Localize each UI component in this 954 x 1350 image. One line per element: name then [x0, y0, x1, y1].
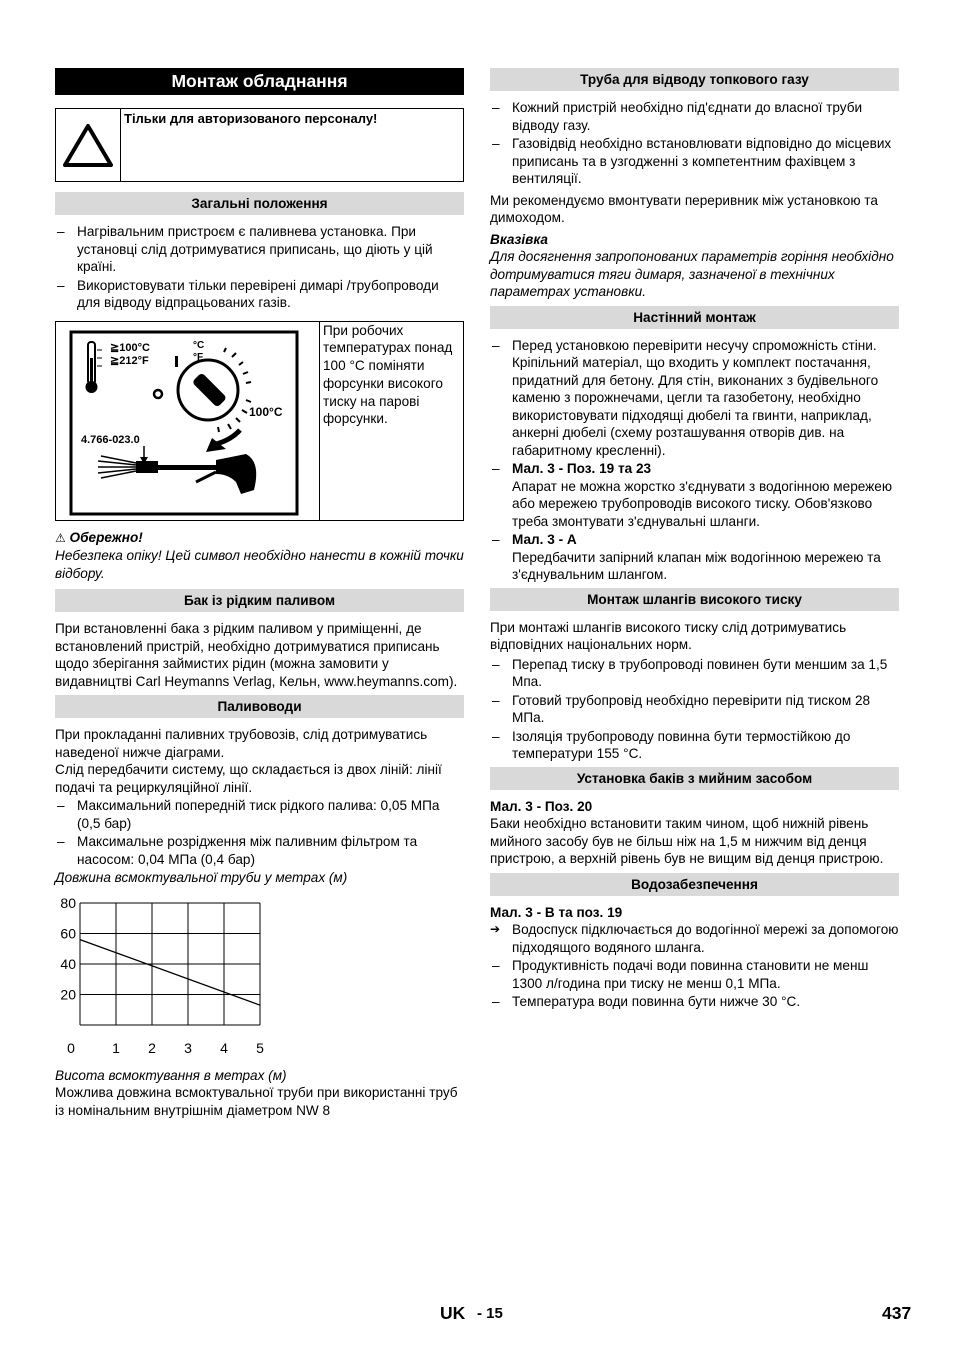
temp-fahrenheit-label: ≧212°F	[110, 354, 149, 367]
chart-note: Можлива довжина всмоктувальної труби при використанні труб із номінальним внутрішнім діаметром NW 8	[55, 1085, 458, 1118]
section-fuel-lines-heading: Паливоводи	[55, 695, 464, 718]
suction-length-line	[80, 939, 260, 1005]
list-item: – Нагрівальним пристроєм є паливнева установка. При установці слід дотримуватися приписань, що діють у цій країні.	[55, 223, 464, 276]
wall-list	[490, 337, 899, 584]
water-ref: Мал. 3 - B та поз. 19	[490, 904, 623, 920]
tanks-ref: Мал. 3 - Поз. 20	[490, 798, 593, 814]
suction-chart	[55, 893, 464, 1063]
flue-note-label: Вказівка	[490, 231, 548, 247]
caution-icon: ⚠	[55, 530, 66, 545]
list-item: ➔ Водоспуск підключається до водогінної мережі за допомогою підходящого водяного шланга.	[490, 921, 899, 956]
dial-temp-label: 100°C	[249, 404, 283, 419]
y-tick-label: 20	[60, 986, 76, 1002]
list-item: – Кожний пристрій необхідно під'єднати до власної труби відводу газу.	[490, 99, 899, 134]
section-general-heading: Загальні положення	[55, 192, 464, 215]
x-tick-label: 5	[256, 1039, 264, 1056]
chart-x-label: Висота всмоктування в метрах (м)	[55, 1067, 287, 1083]
y-tick-label: 60	[60, 925, 76, 941]
unit-c-label: °C	[193, 339, 205, 351]
list-item: – Максимальне розрідження між паливним фільтром та насосом: 0,04 МПа (0,4 бар)	[55, 833, 464, 868]
footer-lang: UK	[440, 1303, 466, 1323]
list-item	[490, 460, 899, 530]
nozzle-figure-box	[55, 321, 464, 521]
section-hoses-heading: Монтаж шлангів високого тиску	[490, 588, 899, 611]
unit-f-label: °F	[193, 351, 204, 363]
flue-text: Ми рекомендуємо вмонтувати переривник між установкою та димоходом.	[490, 192, 878, 225]
section-flue-heading: Труба для відводу топкового газу	[490, 68, 899, 91]
hoses-list	[490, 656, 899, 763]
main-heading: Монтаж обладнання	[55, 68, 464, 95]
water-arrow-list	[490, 921, 899, 956]
caution-line	[55, 529, 464, 548]
footer-page-number: 437	[882, 1303, 912, 1323]
section-wall-heading: Настінний монтаж	[490, 306, 899, 329]
list-item: – Продуктивність подачі води повинна становити не менш 1300 л/година при тиску не менш 0,1 МПа.	[490, 957, 899, 992]
flue-list	[490, 99, 899, 188]
y-tick-label: 40	[60, 955, 76, 972]
authorized-personnel-box	[55, 108, 464, 182]
suction-chart-svg	[55, 893, 285, 1063]
part-number: 4.766-023.0	[81, 433, 140, 446]
flue-note-text: Для досягнення запропонованих параметрів горіння необхідно дотримуватися тяги димаря, зазначеної в технічних параметрах установки.	[490, 249, 894, 299]
chart-y-label: Довжина всмоктувальної труби у метрах (м)	[55, 870, 348, 885]
general-list	[55, 223, 464, 312]
list-item	[490, 531, 899, 584]
list-item: – Перед установкою перевірити несучу спроможність стіни. Кріпільний матеріал, що входить у комплект постачання, придатний для бетону. Для стін, виконаних з будівельного каменю з порожнечами, цегли та газобетону, необхідно використовувати підходящі дюбелі та гвинти, наприклад, анкерні дюбелі (схему розташування отворів див. на габаритному кресленні).	[490, 337, 899, 460]
nozzle-label-figure	[56, 322, 320, 520]
y-tick-label: 80	[60, 894, 76, 911]
x-tick-label: 1	[112, 1039, 120, 1056]
hoses-text: При монтажі шлангів високого тиску слід дотримуватись відповідних національних норм.	[490, 619, 847, 652]
left-column	[55, 68, 464, 1123]
fuel-lines-p2: Слід передбачити систему, що складається із двох ліній: лінії подачі та рециркуляційної лінії.	[55, 762, 442, 795]
section-tanks-heading: Установка баків з мийним засобом	[490, 767, 899, 790]
tanks-text: Баки необхідно встановити таким чином, щоб нижній рівень мийного засобу був не більш ніж на 1,5 м нижчим від денця пристрою, а верхній рівень був не вищим від денця пристрою.	[490, 816, 884, 866]
x-tick-label: 3	[184, 1039, 192, 1056]
fuel-lines-p1: При прокладанні паливних трубовозів, слід дотримуватись наведеної нижче діаграми.	[55, 727, 428, 760]
caution-text: Небезпека опіку! Цей символ необхідно нанести в кожній точки відбору.	[55, 548, 464, 581]
list-item: – Використовувати тільки перевірені димарі /трубопроводи для відводу відпрацьованих газів.	[55, 277, 464, 312]
temp-celsius-label: ≧100°C	[110, 341, 150, 354]
auth-notice: Тільки для авторизованого персоналу!	[124, 111, 378, 126]
x-tick-label: 0	[67, 1039, 75, 1056]
fuel-lines-list	[55, 797, 464, 868]
section-water-heading: Водозабезпечення	[490, 873, 899, 896]
list-item: – Готовий трубопровід необхідно перевірити під тиском 28 МПа.	[490, 692, 899, 727]
wall-ref-a: Мал. 3 - A	[512, 532, 577, 547]
wall-ref-a-text: Передбачити запірний клапан між водогінною мережею та з'єднувальним шлангом.	[512, 549, 881, 582]
section-tank-heading: Бак із рідким паливом	[55, 589, 464, 612]
x-tick-label: 4	[220, 1039, 228, 1056]
x-tick-label: 2	[148, 1039, 156, 1056]
list-item: – Перепад тиску в трубопроводі повинен бути меншим за 1,5 Мпа.	[490, 656, 899, 691]
water-list	[490, 957, 899, 1011]
list-item: – Температура води повинна бути нижче 30 °C.	[490, 993, 899, 1011]
wall-ref-19-23: Мал. 3 - Поз. 19 та 23	[512, 461, 652, 476]
caution-label: Обережно!	[69, 529, 143, 545]
wall-ref-19-23-text: Апарат не можна жорстко з'єднувати з водогінною мережею або мережею трубопроводів високого тиску. Обов'язково треба змонтувати з'єднувальні шланги.	[512, 478, 893, 529]
tank-text: При встановленні бака з рідким паливом у приміщенні, де встановлений пристрій, необхідно дотримуватися приписань щодо зберігання займистих рідин (можна замовити у видавництві Carl Heymanns Verlag, Кельн, www.heymanns.com).	[55, 621, 458, 689]
warning-triangle-icon	[56, 109, 121, 181]
list-item: – Газовідвід необхідно встановлювати відповідно до місцевих приписань та в узгодженні з компетентним фахівцем з вентиляції.	[490, 135, 899, 188]
list-item: – Максимальний попередній тиск рідкого палива: 0,05 МПа (0,5 бар)	[55, 797, 464, 832]
list-item: – Ізоляція трубопроводу повинна бути термостійкою до температури 155 °C.	[490, 728, 899, 763]
footer-page-local: - 15	[477, 1305, 503, 1322]
right-column	[490, 68, 899, 1015]
figure-caption: При робочих температурах понад 100 °C поміняти форсунки високого тиску на парові форсунки.	[323, 322, 453, 427]
